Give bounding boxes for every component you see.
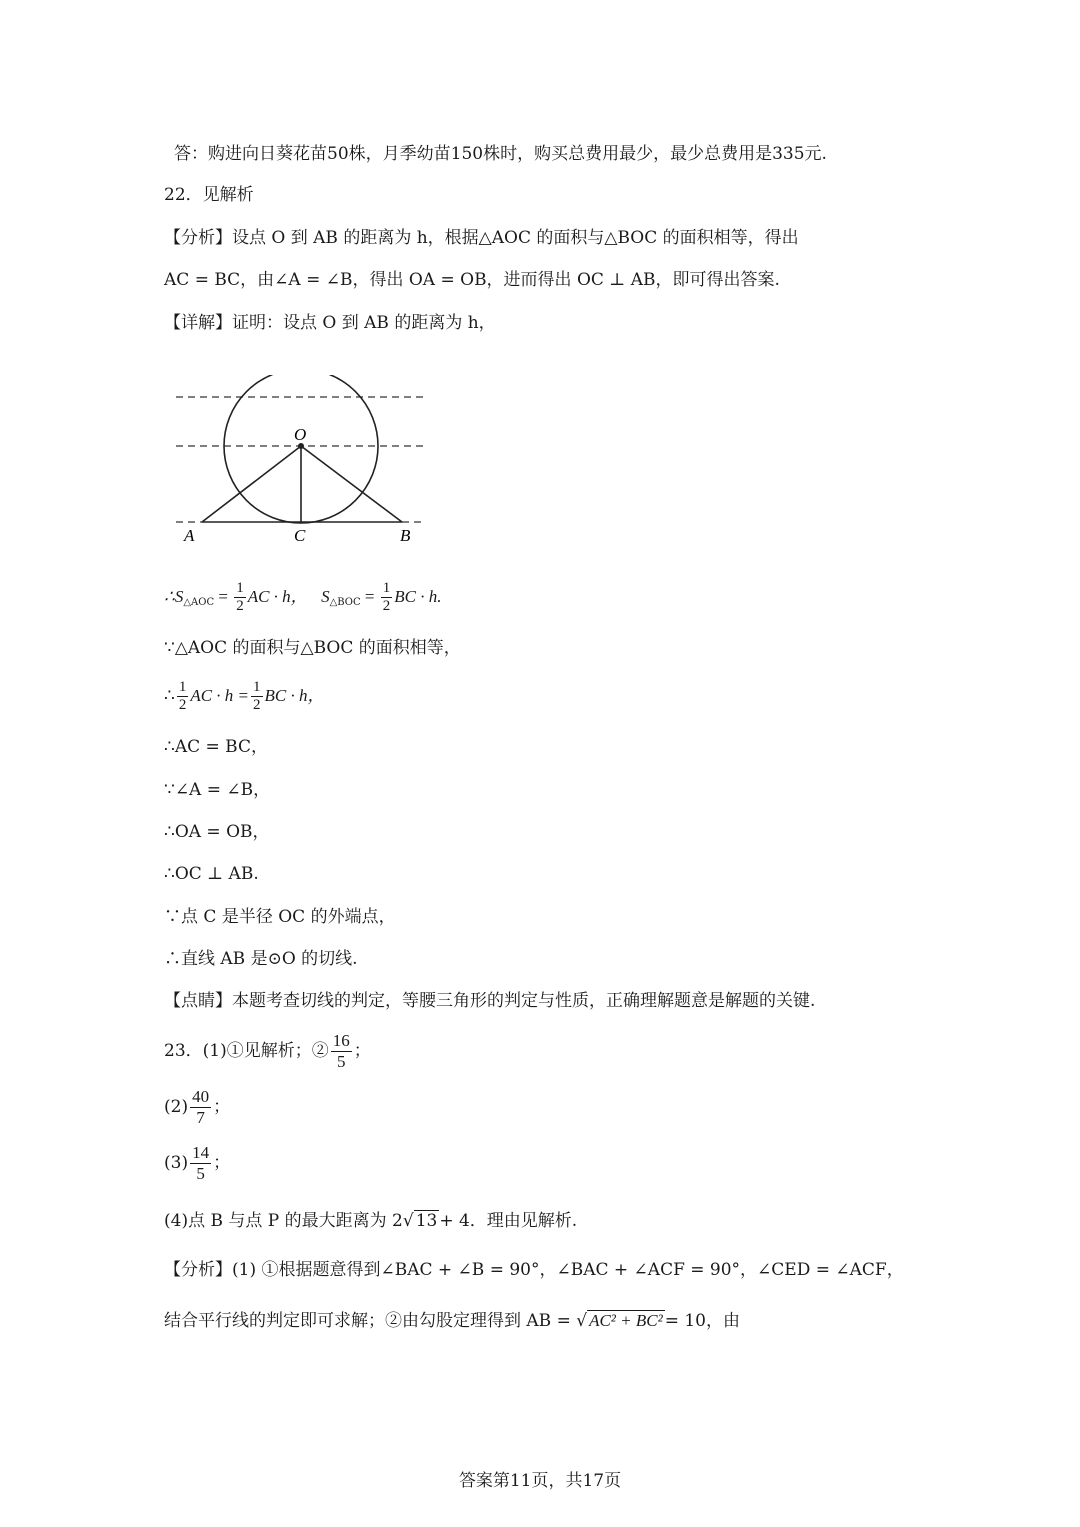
q22-step6: ∴OA = OB， (164, 822, 270, 842)
circle-tangent-figure (172, 375, 432, 550)
q22-step3: ∴ $\frac{1}{2}$ AC · h = $\frac{1}{2}$ BC · h， (164, 679, 325, 713)
comment-tag: 【点睛】 (164, 991, 232, 1011)
q23-analysis-line1: 【分析】(1) ①根据题意得到∠BAC + ∠B = 90°，∠BAC + ∠ACF = 90°，∠CED = ∠ACF， (164, 1260, 904, 1280)
q22-step4: ∴AC = BC， (164, 737, 268, 757)
q23-line1: 23．(1)①见解析；② $\frac{16}{5}$ ； (164, 1031, 371, 1071)
label-b: B (400, 526, 411, 545)
q22-analysis-line1 (164, 226, 799, 250)
q22-step9: ∴直线 AB 是⊙O 的切线. (164, 949, 358, 969)
q23-line3: (3) $\frac{14}{5}$ ； (164, 1143, 231, 1183)
q23-fraction-1: $\frac{16}{5}$ (332, 1031, 350, 1071)
half-fraction-2: $\frac{1}{2}$ (382, 580, 391, 614)
label-o: O (294, 425, 307, 444)
q22-header: 22．见解析 (164, 185, 254, 205)
segment-ob (301, 446, 402, 522)
detail-tag: 【详解】 (164, 313, 232, 333)
q23-analysis-line2: 结合平行线的判定即可求解；②由勾股定理得到 AB = √ AC² + BC² = 10，由 (164, 1311, 740, 1331)
step1-eq1: AC · h， (247, 587, 308, 606)
step1-eq2: BC · h. (394, 587, 442, 606)
q23-sqrt-13: 13 (415, 1211, 438, 1231)
q22-analysis-line2: AC = BC，由∠A = ∠B，得出 OA = OB，进而得出 OC ⊥ AB，即可得出答案. (164, 270, 780, 290)
q22-comment (164, 989, 815, 1013)
q23-line2: (2) $\frac{40}{7}$ ； (164, 1087, 231, 1127)
page-footer: 答案第11页，共17页 (458, 1471, 622, 1491)
step1-s: ∴S (164, 587, 184, 606)
half-fraction-3: $\frac{1}{2}$ (178, 679, 187, 713)
q23-line4: (4)点 B 与点 P 的最大距离为 2√ 13 + 4．理由见解析. (164, 1211, 578, 1231)
q23-sqrt-ab: AC² + BC² (589, 1311, 663, 1330)
analysis-tag: 【分析】 (164, 228, 232, 248)
label-a: A (184, 526, 195, 545)
q22-step8: ∵点 C 是半径 OC 的外端点， (164, 907, 396, 927)
q22-detail-line1 (164, 311, 496, 335)
half-fraction-1: $\frac{1}{2}$ (236, 580, 244, 614)
detail-text: 证明：设点 O 到 AB 的距离为 h， (232, 313, 496, 333)
step1-sub2: △BOC (329, 597, 361, 608)
analysis-text: 设点 O 到 AB 的距离为 h，根据△AOC 的面积与△BOC 的面积相等，得出 (232, 228, 799, 248)
comment-text: 本题考查切线的判定，等腰三角形的判定与性质，正确理解题意是解题的关键. (232, 991, 816, 1011)
half-fraction-4: $\frac{1}{2}$ (253, 679, 261, 713)
q23-fraction-3: $\frac{14}{5}$ (192, 1143, 210, 1183)
segment-oa (202, 446, 301, 522)
q23-fraction-2: $\frac{40}{7}$ (192, 1087, 210, 1127)
q22-step1: $\therefore S_{\triangle AOC}$ = $\frac{1}{2}$ AC · h， $S_{\triangle BOC}$ = $\frac{1}{2}$ BC · h. (164, 580, 442, 614)
q22-step2: ∵△AOC 的面积与△BOC 的面积相等， (164, 638, 461, 658)
step1-s2: S (321, 587, 330, 606)
answer-21: 答：购进向日葵花苗50株，月季幼苗150株时，购买总费用最少，最少总费用是335元. (174, 144, 827, 164)
q22-step7: ∴OC ⊥ AB. (164, 864, 259, 884)
label-c: C (294, 526, 306, 545)
q22-step5: ∵∠A = ∠B， (164, 780, 271, 800)
step1-sub1: △AOC (183, 597, 215, 608)
